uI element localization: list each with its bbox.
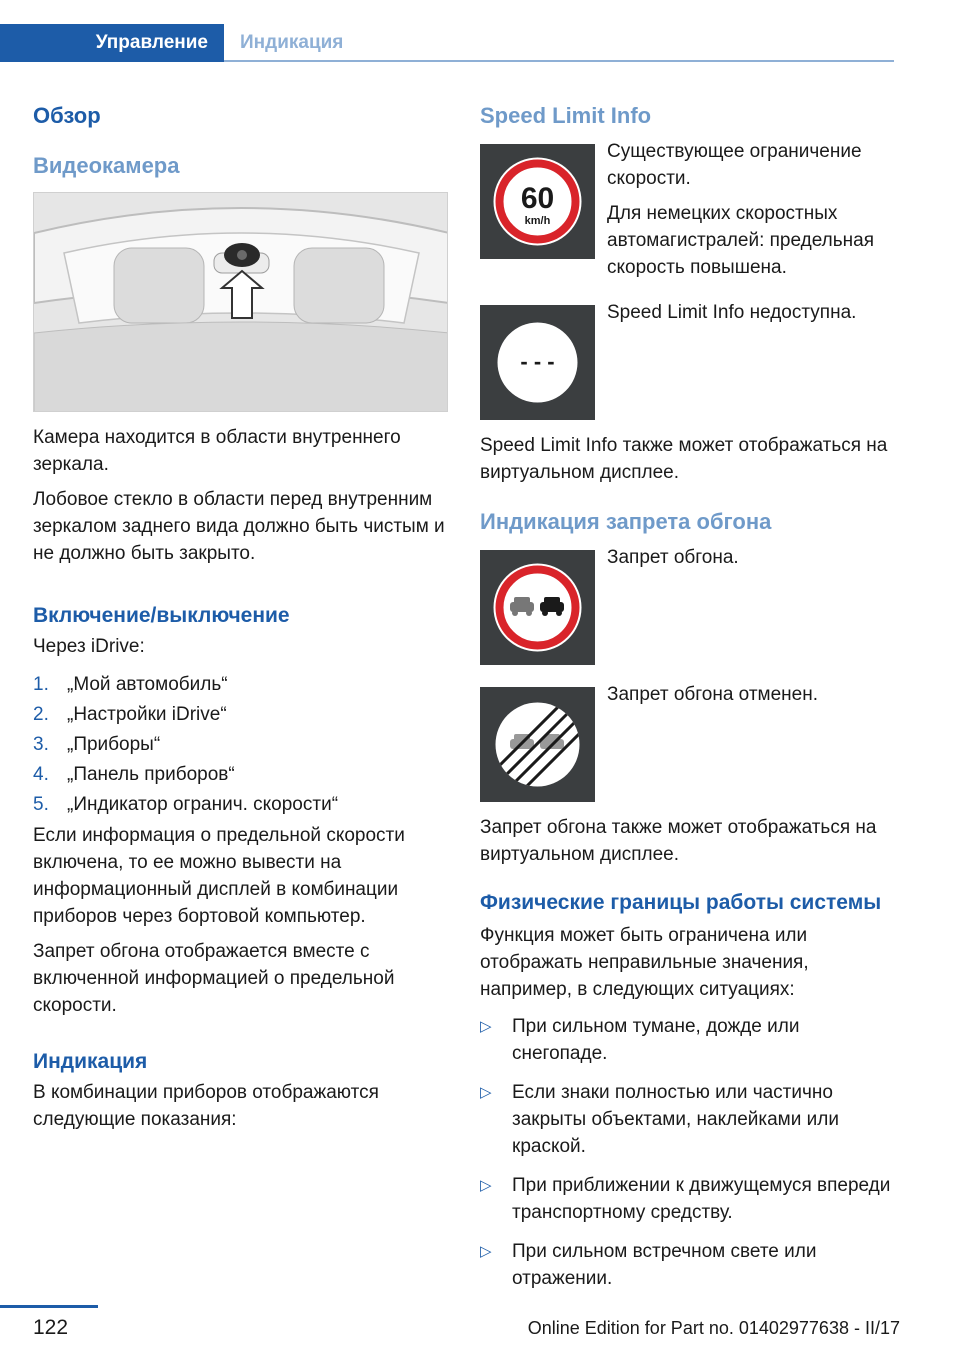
list-item: 5. „Индикатор огранич. скорости“	[33, 794, 339, 815]
left-column	[33, 100, 448, 1133]
list-item: 2. „Настройки iDrive“	[33, 704, 227, 725]
windshield-clean-text: Лобовое стекло в области перед внутренним зеркалом заднего вида должно быть чистым и не должно быть закрыто.	[33, 489, 445, 564]
footer-rule	[0, 1305, 98, 1308]
current-speed-limit-text: Существующее ограничение скорости.	[607, 141, 862, 189]
no-overtaking-virtual-text: Запрет обгона также может отображаться на виртуальном дисплее.	[480, 817, 877, 865]
no-overtaking-sign	[480, 550, 595, 665]
bullet-triangle-icon: ▷	[480, 1084, 492, 1101]
no-overtaking-text: Запрет обгона.	[607, 547, 739, 568]
list-item: ▷ При сильном тумане, дожде или снегопаде.	[480, 1013, 895, 1067]
list-item: 3. „Приборы“	[33, 734, 161, 755]
idrive-steps-list	[33, 670, 448, 820]
list-item: 1. „Мой автомобиль“	[33, 674, 228, 695]
list-item: ▷ При приближении к движущемуся впереди транспортному средству.	[480, 1172, 895, 1226]
sign-row-no-overtaking-end	[480, 684, 895, 802]
windshield-camera-illustration	[34, 193, 448, 412]
tab-control[interactable]: Управление	[0, 24, 224, 62]
via-idrive-text: Через iDrive:	[33, 636, 145, 657]
unavailable-text-block	[607, 302, 857, 420]
no-overtaking-text-block	[607, 547, 739, 665]
heading-overview: Обзор	[33, 103, 101, 128]
right-column	[480, 100, 895, 1292]
heading-camera: Видеокамера	[33, 153, 180, 178]
header-rule	[224, 60, 894, 62]
list-item: ▷ При сильном встречном свете или отражении.	[480, 1238, 895, 1292]
sign-row-unavailable	[480, 302, 895, 420]
speed-info-text: Если информация о предельной скорости включена, то ее можно вывести на информационный дисплей в комбинации приборов через бортовой компьютер.	[33, 825, 405, 927]
speed-limit-60-sign	[480, 144, 595, 259]
page-footer	[0, 1300, 960, 1362]
page-header	[0, 0, 960, 62]
display-intro-text: В комбинации приборов отображаются следующие показания:	[33, 1082, 379, 1130]
speed-info-unavailable-sign	[480, 305, 595, 420]
no-overtaking-end-text-block	[607, 684, 818, 802]
system-limits-list	[480, 1013, 895, 1292]
no-overtaking-info-text: Запрет обгона отображается вместе с включенной информацией о предельной скорости.	[33, 941, 395, 1016]
no-overtaking-end-text: Запрет обгона отменен.	[607, 684, 818, 705]
speed-info-unavailable-text: Speed Limit Info недоступна.	[607, 302, 857, 323]
camera-illustration	[33, 192, 448, 412]
camera-location-text: Камера находится в области внутреннего зеркала.	[33, 427, 401, 475]
speed-limit-text-block	[607, 141, 895, 281]
edition-text: Online Edition for Part no. 01402977638 - II/17	[527, 1318, 900, 1338]
heading-on-off: Включение/выключение	[33, 604, 290, 627]
heading-no-overtaking: Индикация запрета обгона	[480, 509, 772, 534]
tab-display[interactable]: Индикация	[240, 32, 344, 53]
no-overtaking-end-sign	[480, 687, 595, 802]
system-limits-intro-text: Функция может быть ограничена или отображать неправильные значения, например, в следующих ситуациях:	[480, 925, 809, 1000]
page-number: 122	[33, 1316, 69, 1339]
sign-row-speed-limit	[480, 141, 895, 281]
bullet-triangle-icon: ▷	[480, 1018, 492, 1035]
sign-row-no-overtaking	[480, 547, 895, 665]
sign-dashes: - - -	[520, 349, 555, 374]
bullet-triangle-icon: ▷	[480, 1177, 492, 1194]
sign-60-number: 60	[520, 182, 555, 215]
heading-speed-limit-info: Speed Limit Info	[480, 103, 652, 128]
list-item: ▷ Если знаки полностью или частично закрыты объектами, наклейками или краской.	[480, 1079, 895, 1160]
list-item: 4. „Панель приборов“	[33, 764, 235, 785]
heading-system-limits: Физические границы работы системы	[480, 891, 882, 914]
speed-info-virtual-text: Speed Limit Info также может отображаться на виртуальном дисплее.	[480, 435, 888, 483]
sign-60-unit: km/h	[524, 215, 551, 227]
bullet-triangle-icon: ▷	[480, 1243, 492, 1260]
autobahn-text: Для немецких скоростных автомагистралей: предельная скорость повышена.	[607, 203, 874, 278]
heading-display: Индикация	[33, 1050, 148, 1073]
